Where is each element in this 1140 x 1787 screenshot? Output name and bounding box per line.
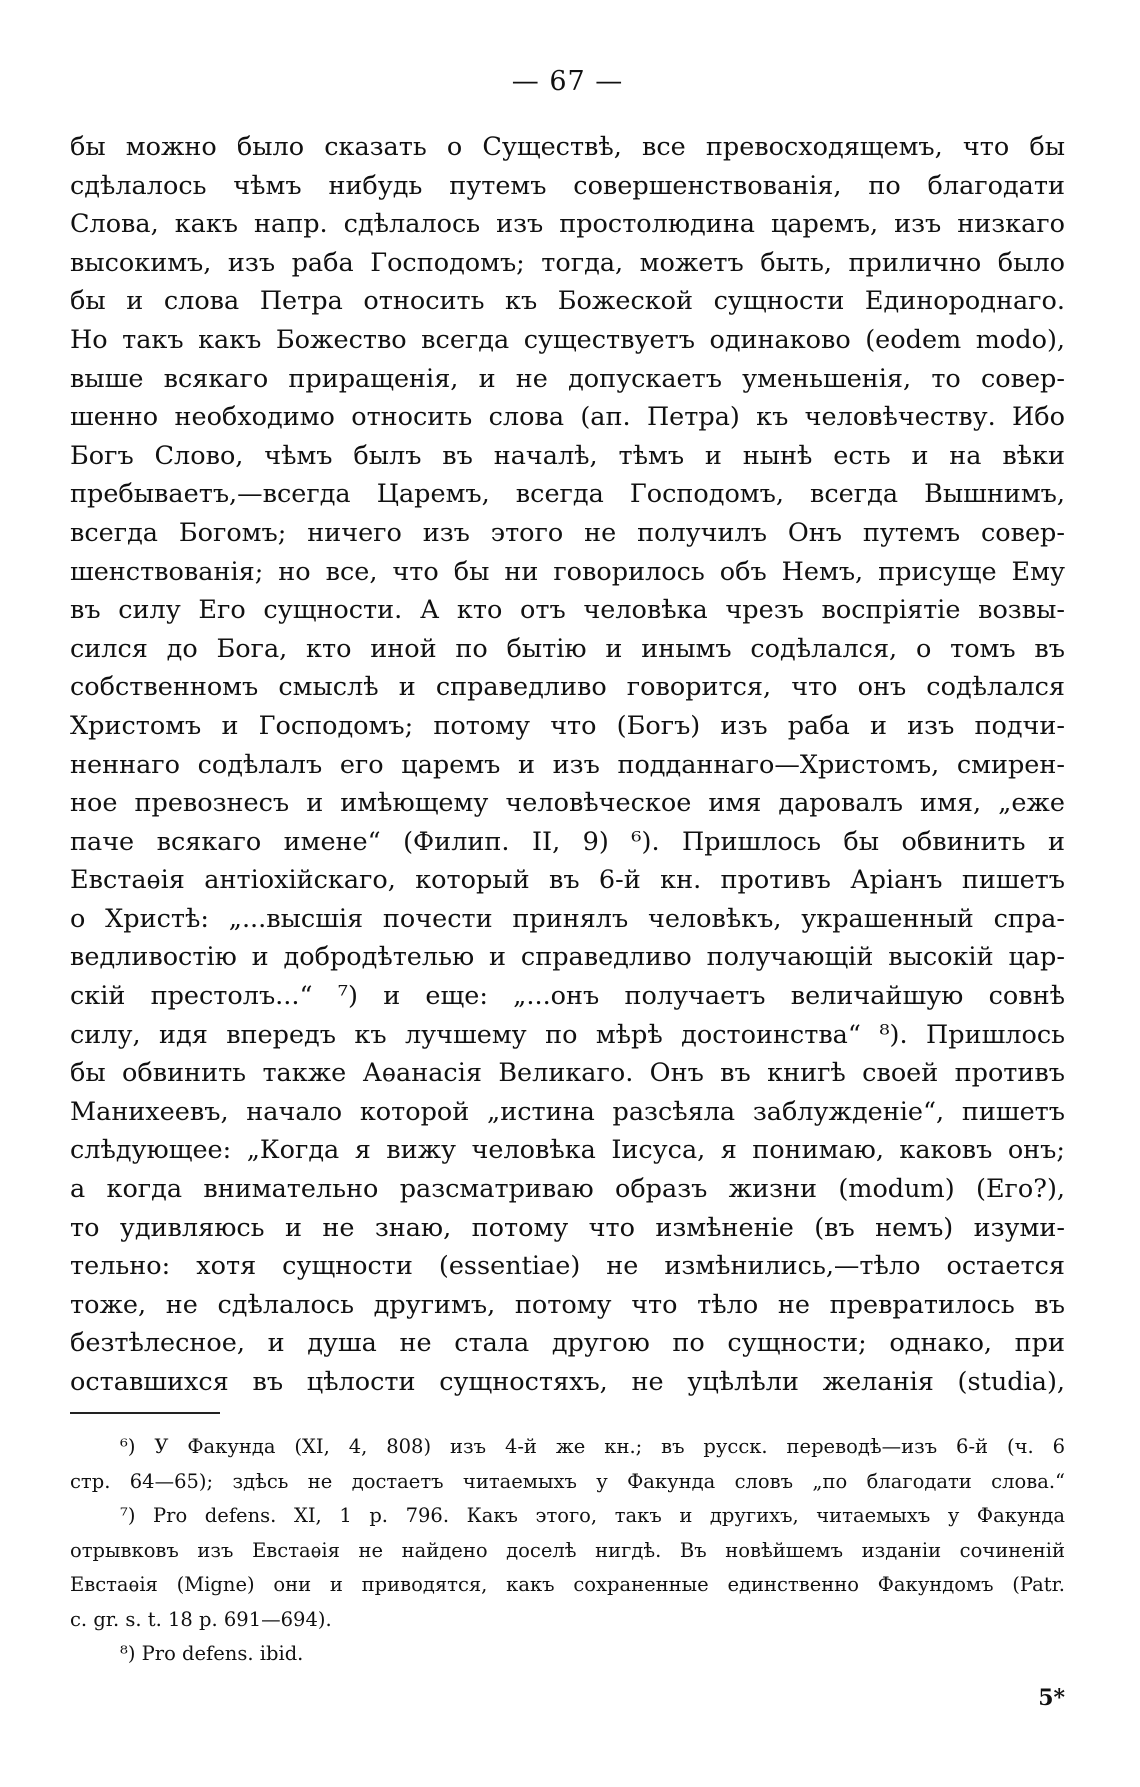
text-line: Но такъ какъ Божество всегда существуетъ одинаково (eodem modo),	[70, 324, 1065, 355]
text-line: оставшихся въ цѣлости сущностяхъ, не уцѣлѣли желанія (studia),	[70, 1367, 1065, 1397]
text-line: ведливостію и добродѣтелью и справедливо получающій высокій цар-	[70, 942, 1065, 973]
footnote-line: ⁷) Pro defens. XI, 1 p. 796. Какъ этого, такъ и другихъ, читаемыхъ у Факунда	[120, 1504, 1065, 1527]
signature-mark: 5*	[1038, 1685, 1065, 1711]
text-line: бы можно было сказать о Существѣ, все превосходящемъ, что бы	[70, 132, 1065, 162]
text-line: Евстаѳія антіохійскаго, который въ 6-й кн. противъ Аріанъ пишетъ	[70, 865, 1065, 896]
footnote-line: ⁶) У Факунда (XI, 4, 808) изъ 4-й же кн.; въ русск. переводѣ—изъ 6-й (ч. 6	[120, 1435, 1065, 1458]
text-line: бы и слова Петра относить къ Божеской сущности Единороднаго.	[70, 286, 1065, 317]
footnotes	[70, 1430, 1065, 1672]
text-line: шенно необходимо относить слова (ап. Петра) къ человѣчеству. Ибо	[70, 402, 1065, 433]
footnote-line: стр. 64—65); здѣсь не достаетъ читаемыхъ у Факунда словъ „по благодати слова.“	[70, 1469, 1065, 1493]
text-line: то удивляюсь и не знаю, потому что измѣненіе (въ немъ) изуми-	[70, 1212, 1065, 1243]
text-line: о Христѣ: „...высшія почести принялъ человѣкъ, украшенный спра-	[70, 903, 1065, 934]
text-line: ное превознесъ и имѣющему человѣческое имя даровалъ имя, „еже	[70, 788, 1065, 819]
text-line: шенствованія; но все, что бы ни говорилось объ Немъ, присуще Ему	[70, 556, 1065, 587]
text-line: сился до Бога, кто иной по бытію и инымъ содѣлался, о томъ въ	[70, 633, 1065, 664]
main-text	[70, 128, 1065, 1402]
page-number: — 67 —	[511, 66, 624, 97]
text-line: сдѣлалось чѣмъ нибудь путемъ совершенствованія, по благодати	[70, 170, 1065, 201]
text-line: безтѣлесное, и душа не стала другою по сущности; однако, при	[70, 1328, 1065, 1359]
text-line: Богъ Слово, чѣмъ былъ въ началѣ, тѣмъ и нынѣ есть и на вѣки	[70, 440, 1065, 471]
footnote-divider	[70, 1412, 220, 1414]
footnote-line: Евстаѳія (Migne) они и приводятся, какъ сохраненные единственно Факундомъ (Patr.	[70, 1573, 1065, 1596]
text-line: слѣдующее: „Когда я вижу человѣка Іисуса, я понимаю, каковъ онъ;	[70, 1135, 1065, 1166]
text-line: Слова, какъ напр. сдѣлалось изъ простолюдина царемъ, изъ низкаго	[70, 209, 1065, 240]
text-line: Христомъ и Господомъ; потому что (Богъ) изъ раба и изъ подчи-	[70, 710, 1065, 741]
text-line: а когда внимательно разсматриваю образъ жизни (modum) (Его?),	[70, 1174, 1065, 1205]
text-line: пребываетъ,—всегда Царемъ, всегда Господомъ, всегда Вышнимъ,	[70, 479, 1065, 510]
footnote-line: ⁸) Pro defens. ibid.	[120, 1642, 304, 1665]
text-line: собственномъ смыслѣ и справедливо говорится, что онъ содѣлался	[70, 672, 1065, 703]
text-line: тоже, не сдѣлалось другимъ, потому что тѣло не превратилось въ	[70, 1289, 1065, 1320]
footnote-line: отрывковъ изъ Евстаѳія не найдено доселѣ нигдѣ. Въ новѣйшемъ изданіи сочиненій	[70, 1538, 1065, 1562]
text-line: силу, идя впередъ къ лучшему по мѣрѣ достоинства“ ⁸). Пришлось	[70, 1019, 1065, 1050]
text-line: въ силу Его сущности. А кто отъ человѣка чрезъ воспріятіе возвы-	[70, 595, 1065, 626]
text-line: высокимъ, изъ раба Господомъ; тогда, можетъ быть, прилично было	[70, 247, 1065, 278]
book-page	[70, 0, 1065, 1787]
text-line: скій престолъ...“ ⁷) и еще: „...онъ получаетъ величайшую совнѣ	[70, 981, 1065, 1012]
text-line: тельно: хотя сущности (essentiae) не измѣнились,—тѣло остается	[70, 1251, 1065, 1282]
footnote-line: c. gr. s. t. 18 p. 691—694).	[70, 1607, 332, 1631]
text-line: выше всякаго приращенія, и не допускаетъ уменьшенія, то совер-	[70, 363, 1065, 394]
text-line: паче всякаго имене“ (Филип. II, 9) ⁶). Пришлось бы обвинить и	[70, 826, 1065, 857]
text-line: Манихеевъ, начало которой „истина разсѣяла заблужденіе“, пишетъ	[70, 1096, 1065, 1127]
text-line: бы обвинить также Аѳанасія Великаго. Онъ въ книгѣ своей противъ	[70, 1058, 1065, 1089]
text-line: неннаго содѣлалъ его царемъ и изъ подданнаго—Христомъ, смирен-	[70, 749, 1065, 780]
text-line: всегда Богомъ; ничего изъ этого не получилъ Онъ путемъ совер-	[70, 517, 1065, 548]
